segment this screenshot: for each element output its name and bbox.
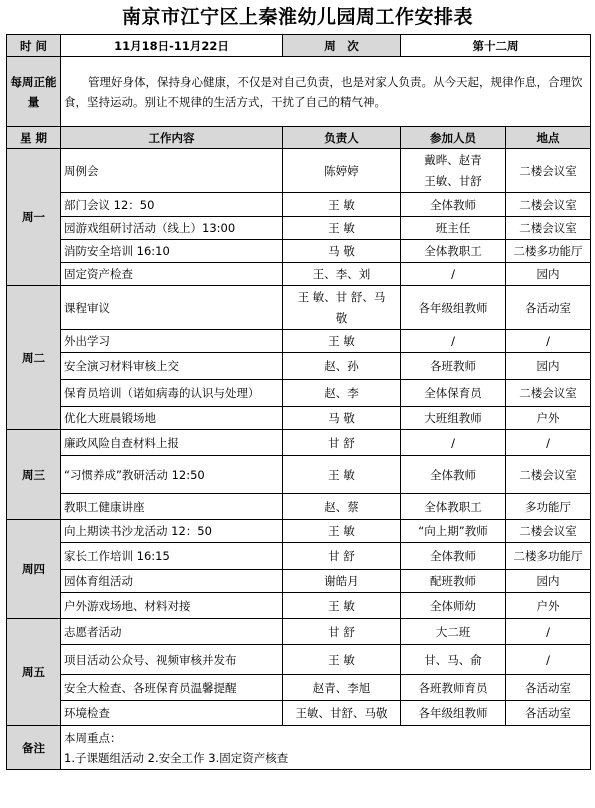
work-content-cell	[61, 619, 283, 645]
location-cell-text: 各活动室	[525, 706, 571, 720]
participants-cell	[401, 380, 506, 407]
owner-cell	[283, 330, 401, 353]
notes-heading: 本周重点：	[64, 730, 122, 745]
participants-cell	[401, 593, 506, 619]
location-cell	[506, 286, 591, 330]
participants-cell	[401, 149, 506, 193]
week-label: 周 次	[283, 35, 401, 57]
location-cell	[506, 619, 591, 645]
location-cell	[506, 701, 591, 726]
owner-cell-text: 王 敏	[328, 467, 355, 482]
location-cell-text: /	[546, 652, 550, 667]
weekly-schedule-table	[6, 34, 591, 770]
header-row	[7, 35, 591, 57]
work-content-cell	[61, 675, 283, 701]
participants-cell	[401, 701, 506, 726]
notes-content	[61, 726, 591, 770]
work-content-cell-text: 安全大检查、各班保育员温馨提醒	[64, 680, 237, 695]
day-label: 周二	[7, 286, 61, 430]
work-content-cell-text: 保育员培训（诺如病毒的认识与处理）	[64, 386, 260, 400]
owner-cell	[283, 217, 401, 240]
location-cell	[506, 543, 591, 570]
participants-cell	[401, 494, 506, 520]
owner-cell-text: 马 敬	[328, 244, 355, 258]
table-row	[7, 240, 591, 263]
work-content-cell	[61, 193, 283, 217]
work-content-cell	[61, 701, 283, 726]
participants-cell-text: 各年级组教师	[418, 706, 488, 720]
location-cell-text: 二楼会议室	[519, 197, 577, 212]
owner-cell	[283, 701, 401, 726]
location-cell	[506, 149, 591, 193]
table-row	[7, 675, 591, 701]
participants-cell-text: /	[451, 334, 455, 348]
location-cell	[506, 353, 591, 380]
location-cell-text: /	[546, 334, 550, 348]
notes-label: 备注	[7, 726, 61, 770]
owner-cell-text: 陈婷婷	[324, 163, 359, 178]
participants-cell-text: 各年级组教师	[418, 300, 488, 315]
location-cell	[506, 217, 591, 240]
work-content-cell	[61, 263, 283, 286]
participants-cell	[401, 263, 506, 286]
day-label: 周五	[7, 619, 61, 726]
location-cell	[506, 430, 591, 456]
table-row	[7, 193, 591, 217]
table-row	[7, 353, 591, 380]
notes-text: 1.子课题组活动 2.安全工作 3.固定资产核查	[64, 750, 289, 765]
owner-cell-text: 马 敬	[328, 411, 355, 425]
owner-cell-text: 赵、蔡	[324, 499, 359, 514]
day-label: 周三	[7, 430, 61, 520]
location-cell	[506, 494, 591, 520]
notes-row	[7, 726, 591, 770]
participants-cell	[401, 407, 506, 430]
owner-cell	[283, 543, 401, 570]
participants-cell-text: 大班组教师	[424, 411, 482, 425]
table-row	[7, 430, 591, 456]
owner-cell-text: 王、李、刘	[312, 267, 371, 281]
owner-cell	[283, 286, 401, 330]
owner-cell	[283, 570, 401, 593]
work-content-cell	[61, 645, 283, 675]
table-row	[7, 263, 591, 286]
participants-cell	[401, 286, 506, 330]
owner-cell	[283, 520, 401, 543]
work-content-cell-text: 外出学习	[64, 334, 110, 348]
owner-cell-text: 王 敏	[328, 524, 355, 538]
participants-cell-text: 全体教职工	[424, 244, 482, 258]
participants-cell-text: 全体师幼	[430, 598, 476, 613]
page-title: 南京市江宁区上秦淮幼儿园周工作安排表	[121, 6, 473, 28]
location-cell	[506, 193, 591, 217]
work-content-cell-text: 廉政风险自查材料上报	[64, 435, 179, 450]
work-content-cell	[61, 456, 283, 494]
location-cell-text: 二楼会议室	[519, 467, 577, 482]
participants-cell-text: “向上期”教师	[418, 524, 488, 538]
participants-cell	[401, 353, 506, 380]
participants-cell	[401, 240, 506, 263]
col-participants: 参加人员	[401, 127, 506, 149]
location-cell-text: 二楼多功能厅	[513, 244, 583, 258]
table-row	[7, 456, 591, 494]
work-content-cell-text: 周例会	[64, 163, 99, 178]
location-cell	[506, 593, 591, 619]
work-content-cell-text: 优化大班晨锻场地	[64, 411, 156, 425]
owner-cell-text: 赵、李	[324, 386, 359, 400]
location-cell	[506, 380, 591, 407]
col-content: 工作内容	[61, 127, 283, 149]
participants-cell	[401, 456, 506, 494]
work-content-cell	[61, 286, 283, 330]
participants-cell	[401, 430, 506, 456]
table-row	[7, 570, 591, 593]
participants-cell	[401, 520, 506, 543]
owner-cell-text: 王 敏	[328, 221, 355, 235]
owner-cell	[283, 619, 401, 645]
owner-cell-text: 赵、孙	[324, 359, 359, 373]
participants-cell-text: 各班教师	[430, 359, 476, 373]
work-content-cell	[61, 543, 283, 570]
work-content-cell-text: 园体育组活动	[64, 574, 133, 588]
participants-cell-text: 全体教师	[430, 549, 476, 563]
participants-cell	[401, 543, 506, 570]
work-content-cell	[61, 494, 283, 520]
participants-cell-text: 全体保育员	[424, 386, 482, 400]
work-content-cell-text: 向上期读书沙龙活动 12：50	[64, 524, 212, 538]
table-row	[7, 217, 591, 240]
owner-cell-text: 甘 舒	[328, 624, 355, 639]
location-cell-text: 二楼会议室	[519, 386, 577, 400]
time-label: 时 间	[7, 35, 61, 57]
participants-cell-text: 全体教师	[430, 197, 476, 212]
participants-cell-text: 配班教师	[430, 574, 476, 588]
location-cell-text: /	[546, 435, 550, 450]
location-cell-text: 二楼会议室	[519, 524, 577, 538]
owner-cell-text: 王 敏	[328, 197, 355, 212]
work-content-cell-text: 户外游戏场地、材料对接	[64, 598, 191, 613]
owner-cell-text: 王 敏	[328, 598, 355, 613]
participants-cell-text: 甘、马、俞	[424, 652, 482, 667]
work-content-cell-text: 家长工作培训 16:15	[64, 549, 170, 563]
owner-cell	[283, 430, 401, 456]
location-cell	[506, 240, 591, 263]
work-content-cell-text: 消防安全培训 16:10	[64, 244, 170, 258]
location-cell	[506, 330, 591, 353]
owner-cell	[283, 675, 401, 701]
motto-text: 管理好身体，保持身心健康，不仅是对自己负责，也是对家人负责。从今天起，规律作息，合理饮食，坚持运动。别让不规律的生活方式，干扰了自己的精气神。	[61, 57, 591, 127]
location-cell	[506, 570, 591, 593]
location-cell-text: 各活动室	[525, 300, 571, 315]
participants-cell	[401, 675, 506, 701]
work-content-cell-text: 环境检查	[64, 706, 110, 720]
table-row	[7, 494, 591, 520]
work-content-cell	[61, 430, 283, 456]
work-content-cell	[61, 353, 283, 380]
table-row	[7, 149, 591, 193]
date-range: 11月18日-11月22日	[61, 35, 283, 57]
owner-cell-text: 王 敏、甘 舒、马	[297, 289, 386, 304]
participants-cell-text: 王敏、甘舒	[424, 173, 482, 188]
table-row	[7, 543, 591, 570]
table-row	[7, 286, 591, 330]
day-label: 周四	[7, 520, 61, 619]
owner-cell	[283, 353, 401, 380]
table-row	[7, 380, 591, 407]
col-location: 地点	[506, 127, 591, 149]
schedule-body	[7, 35, 591, 770]
participants-cell	[401, 330, 506, 353]
work-content-cell-text: 志愿者活动	[64, 624, 122, 639]
location-cell	[506, 645, 591, 675]
table-row	[7, 407, 591, 430]
week-value: 第十二周	[401, 35, 591, 57]
work-content-cell-text: 项目活动公众号、视频审核并发布	[64, 652, 237, 667]
participants-cell-text: 戴晔、赵青	[424, 152, 482, 167]
day-label: 周一	[7, 149, 61, 286]
work-content-cell-text: 部门会议 12：50	[64, 197, 155, 212]
owner-cell	[283, 407, 401, 430]
work-content-cell	[61, 240, 283, 263]
participants-cell	[401, 619, 506, 645]
location-cell-text: 各活动室	[525, 680, 571, 695]
col-day: 星 期	[7, 127, 61, 149]
work-content-cell	[61, 330, 283, 353]
owner-cell-text: 甘 舒	[328, 549, 355, 563]
participants-cell	[401, 645, 506, 675]
work-content-cell	[61, 407, 283, 430]
work-content-cell-text: 安全演习材料审核上交	[64, 359, 179, 373]
owner-cell	[283, 380, 401, 407]
table-row	[7, 619, 591, 645]
owner-cell-text: 谢皓月	[324, 574, 359, 588]
owner-cell	[283, 456, 401, 494]
owner-cell-text: 敬	[335, 310, 348, 325]
owner-cell-text: 赵青、李旭	[312, 680, 371, 695]
location-cell-text: 二楼会议室	[519, 221, 577, 235]
table-row	[7, 701, 591, 726]
location-cell	[506, 675, 591, 701]
owner-cell	[283, 494, 401, 520]
work-content-cell	[61, 149, 283, 193]
participants-cell-text: 全体教师	[430, 467, 476, 482]
participants-cell	[401, 193, 506, 217]
col-owner: 负责人	[283, 127, 401, 149]
location-cell-text: 户外	[536, 598, 560, 613]
work-content-cell	[61, 217, 283, 240]
work-content-cell	[61, 380, 283, 407]
owner-cell-text: 王 敏	[328, 652, 355, 667]
participants-cell	[401, 570, 506, 593]
work-content-cell-text: “习惯养成”教研活动 12:50	[64, 467, 205, 482]
participants-cell-text: 各班教师育员	[418, 680, 488, 695]
work-content-cell-text: 课程审议	[64, 300, 110, 315]
table-row	[7, 593, 591, 619]
owner-cell-text: 王敏、甘舒、马敬	[295, 706, 388, 720]
participants-cell	[401, 217, 506, 240]
work-content-cell	[61, 570, 283, 593]
location-cell-text: 多功能厅	[525, 499, 571, 514]
owner-cell	[283, 263, 401, 286]
table-row	[7, 330, 591, 353]
work-content-cell	[61, 593, 283, 619]
location-cell-text: 园内	[536, 267, 560, 281]
table-row	[7, 520, 591, 543]
owner-cell	[283, 240, 401, 263]
participants-cell-text: 大二班	[435, 624, 471, 639]
owner-cell-text: 甘 舒	[328, 435, 355, 450]
work-content-cell-text: 园游戏组研讨活动（线上）13:00	[64, 221, 236, 235]
table-row	[7, 645, 591, 675]
location-cell-text: 园内	[536, 359, 560, 373]
location-cell	[506, 263, 591, 286]
owner-cell	[283, 593, 401, 619]
motto-label: 每周正能量	[7, 57, 61, 127]
owner-cell	[283, 193, 401, 217]
participants-cell-text: /	[451, 435, 455, 450]
owner-cell	[283, 645, 401, 675]
owner-cell	[283, 149, 401, 193]
location-cell-text: 户外	[536, 411, 560, 425]
owner-cell-text: 王 敏	[328, 334, 355, 348]
work-content-cell	[61, 520, 283, 543]
location-cell	[506, 456, 591, 494]
location-cell-text: 园内	[536, 574, 560, 588]
participants-cell-text: 全体教职工	[424, 499, 482, 514]
participants-cell-text: 班主任	[435, 221, 471, 235]
location-cell-text: 二楼多功能厅	[513, 549, 583, 563]
motto-row	[7, 57, 591, 127]
location-cell-text: 二楼会议室	[519, 163, 577, 178]
location-cell	[506, 520, 591, 543]
participants-cell-text: /	[451, 267, 455, 281]
location-cell	[506, 407, 591, 430]
location-cell-text: /	[546, 624, 550, 639]
work-content-cell-text: 固定资产检查	[64, 267, 133, 281]
work-content-cell-text: 教职工健康讲座	[64, 499, 145, 514]
column-header-row	[7, 127, 591, 149]
